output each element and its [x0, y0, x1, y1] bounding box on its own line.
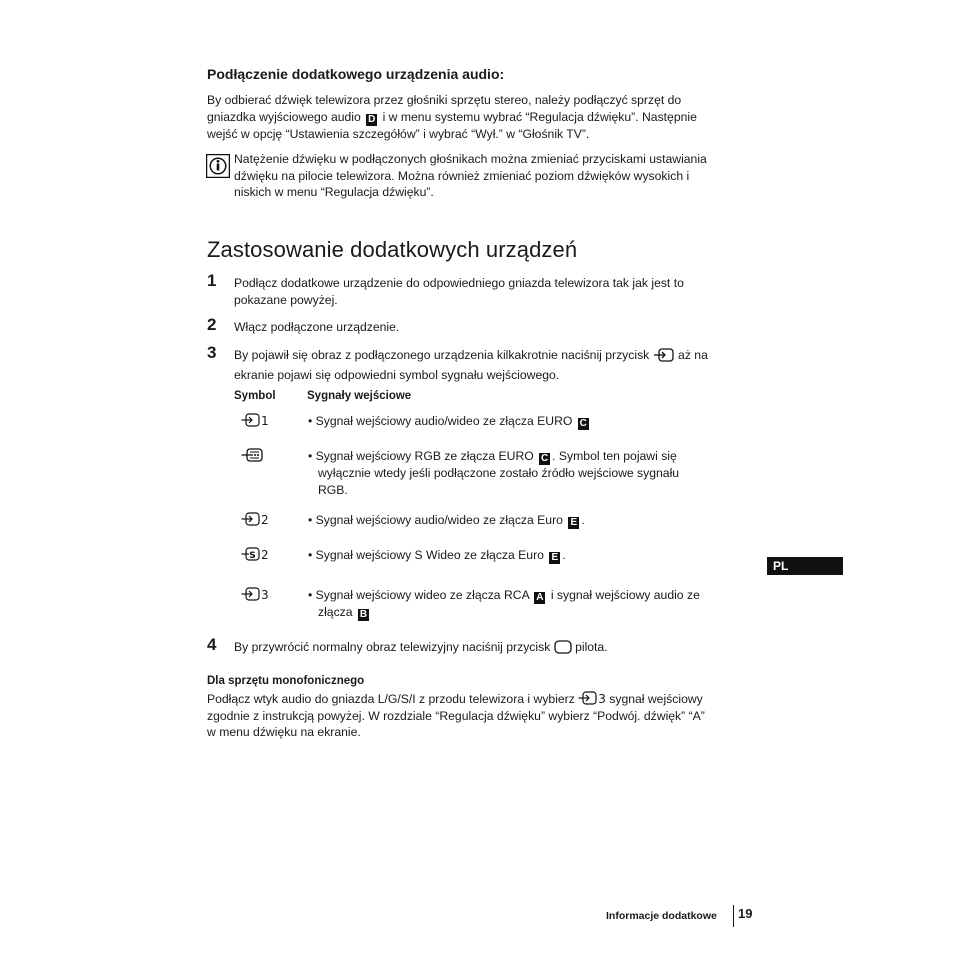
input-symbol-2: 2 — [241, 512, 269, 527]
mono-paragraph: Podłącz wtyk audio do gniazda L/G/S/I z przodu telewizora i wybierz 3 sygnał wejściowy zgodnie z instrukcją powyżej. W rozdziale “Regulacja dźwięku” wybierz “Podwój. dźwięk” “A” w menu dźwięku na ekranie. — [207, 691, 767, 741]
input-symbol-rgb — [241, 448, 265, 465]
input-symbol-1: 1 — [241, 413, 269, 428]
tv-button-icon — [554, 640, 572, 659]
input-symbol-3: 3 — [241, 587, 269, 602]
mono-heading: Dla sprzętu monofonicznego — [207, 675, 365, 687]
connector-letter: E — [568, 517, 579, 529]
connector-letter: B — [359, 609, 368, 620]
table-header-symbol: Symbol — [234, 390, 276, 402]
table-header-signals: Sygnały wejściowe — [307, 390, 412, 402]
step-number: 3 — [207, 343, 217, 362]
section-heading-audio: Podłączenie dodatkowego urządzenia audio: — [207, 66, 505, 82]
table-row: • Sygnał wejściowy audio/wideo ze złącza Euro E . — [308, 513, 585, 528]
step1-line: pokazane powyżej. — [234, 292, 338, 307]
connector-letter: E — [549, 552, 560, 564]
table-row: • Sygnał wejściowy RGB ze złącza EURO C . Symbol ten pojawi się wyłącznie wtedy jeśli podłączone zostało źródło wejściowe sygnału RGB. — [308, 448, 748, 498]
connector-letter: C — [579, 418, 587, 429]
table-row: • Sygnał wejściowy wideo ze złącza RCA A i sygnał wejściowy audio ze złącza B — [308, 588, 700, 620]
connector-letter-d: D — [368, 113, 376, 125]
footer-divider — [733, 905, 734, 927]
table-row-line: RGB. — [318, 482, 348, 497]
svideo-input-icon — [241, 547, 261, 561]
info-icon — [206, 154, 230, 178]
step-number: 1 — [207, 271, 217, 290]
svg-text:S: S — [249, 551, 256, 561]
table-row: • Sygnał wejściowy audio/wideo ze złącza EURO C — [308, 414, 587, 429]
rgb-input-icon — [241, 448, 265, 462]
input-select-icon — [653, 348, 675, 367]
step3-line1: By pojawił się obraz z podłączonego urządzenia kilkakrotnie naciśnij przycisk aż na — [234, 347, 774, 367]
step4-text: By przywrócić normalny obraz telewizyjny naciśnij przycisk pilota. — [234, 639, 608, 659]
page-title: Zastosowanie dodatkowych urządzeń — [207, 237, 578, 262]
input-symbol-s2: S 2 — [241, 547, 269, 562]
mono-line: zgodnie z instrukcją powyżej. W rozdziale “Regulacja dźwięku” wybierz “Podwój. dźwięk” “A” — [207, 708, 705, 723]
mono-line: w menu dźwięku na ekranie. — [207, 725, 361, 739]
connector-letter: C — [541, 453, 549, 464]
note-line: Natężenie dźwięku w podłączonych głośnikach można zmieniać przyciskami ustawiania — [234, 152, 707, 166]
input-select-icon — [241, 512, 261, 526]
audio-paragraph-line2: gniazdka wyjściowego audio D i w menu systemu wybrać “Regulacja dźwięku”. Następnie — [207, 109, 697, 125]
footer-section: Informacje dodatkowe — [606, 910, 717, 922]
step2-text: Włącz podłączone urządzenie. — [234, 320, 400, 334]
step3-text — [234, 347, 774, 383]
note-line: niskich w menu “Regulacja dźwięku”. — [234, 185, 434, 199]
input-select-icon — [578, 691, 598, 705]
audio-paragraph-line1: By odbierać dźwięk telewizora przez głośniki sprzętu stereo, należy podłączyć sprzęt do — [207, 93, 682, 107]
note-line: dźwięku na pilocie telewizora. Można również zmieniać poziom dźwięków wysokich i — [234, 168, 690, 183]
input-symbol-3: 3 — [578, 692, 606, 706]
step3-line2: ekranie pojawi się odpowiedni symbol sygnału wejściowego. — [234, 367, 560, 382]
language-tab: PL — [767, 557, 843, 575]
page-number: 19 — [738, 906, 753, 921]
note-text — [234, 151, 764, 201]
step1-text — [234, 275, 764, 308]
step-number: 4 — [207, 635, 217, 654]
step1-line: Podłącz dodatkowe urządzenie do odpowiedniego gniazda telewizora tak jak jest to — [234, 276, 684, 290]
connector-letter: A — [536, 592, 544, 603]
input-select-icon — [241, 413, 261, 427]
table-row-line: wyłącznie wtedy jeśli podłączone zostało źródło wejściowe sygnału — [318, 466, 680, 480]
audio-paragraph — [207, 92, 767, 142]
audio-paragraph-line3: wejść w opcję “Ustawienia szczegółów” i wybrać “Wył.” w “Głośnik TV”. — [207, 126, 590, 141]
input-select-icon — [241, 587, 261, 601]
table-row: • Sygnał wejściowy S Wideo ze złącza Euro E . — [308, 548, 566, 563]
step-number: 2 — [207, 315, 217, 334]
